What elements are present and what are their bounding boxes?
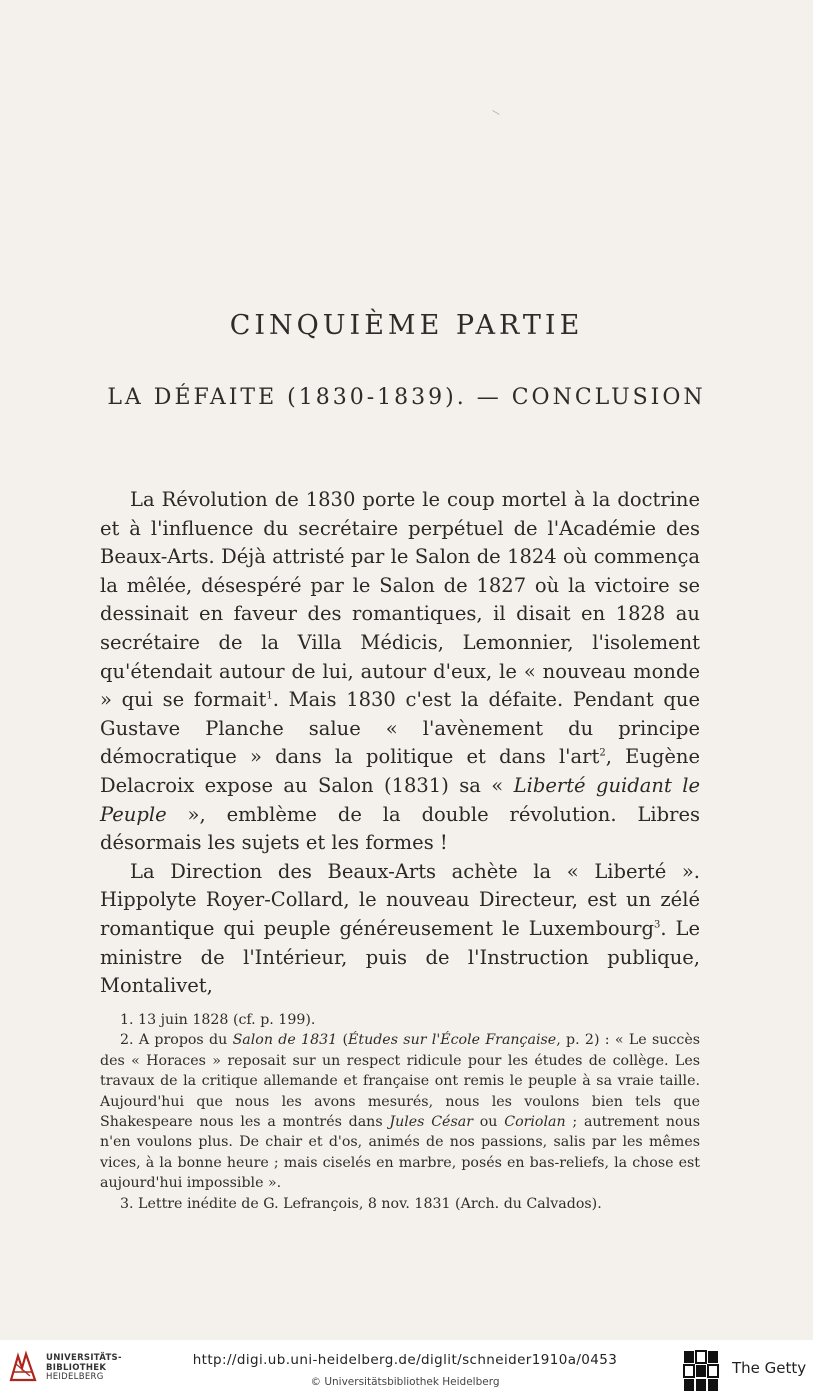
getty-logo-icon[interactable] xyxy=(682,1349,722,1393)
footnote-2-text-e: ; autrement nous n'en voulons plus. De chair et d'os, animés de nos passions, salis par les mêmes vices, à la bonne heure ; mais ciselés en marbre, posés en bas-reliefs, la chose est aujourd'hui impossible ». xyxy=(100,1114,700,1192)
library-seal-icon xyxy=(8,1350,38,1384)
university-library-logo[interactable] xyxy=(8,1348,158,1388)
footer-bar xyxy=(0,1340,813,1397)
footnote-2-text-d: ou xyxy=(472,1114,505,1131)
footnote-2-text-a: 2. A propos du xyxy=(120,1032,233,1049)
library-name-line-2: BIBLIOTHEK xyxy=(46,1362,107,1373)
footnote-3: 3. Lettre inédite de G. Lefrançois, 8 nov. 1831 (Arch. du Calvados). xyxy=(120,1195,602,1212)
paragraph-2-text-b: . Le ministre de l'Intérieur, puis de l'Instruction publique, Montalivet, xyxy=(100,916,701,998)
library-name-line-3: HEIDELBERG xyxy=(46,1372,104,1382)
footnote-2-italic-3: Jules César xyxy=(389,1114,473,1131)
library-name xyxy=(46,1354,122,1383)
footnote-2-text-c: , p. 2) : « Le succès des « Horaces » reposait sur un respect ridicule pour les études de collège. Les travaux de la critique allemande et française ont remis le peuple à sa vraie taille. Aujourd'hui que nous les avons mesurés, nous les voulons bien tels que Shakespeare nous les a montrés dans xyxy=(100,1032,700,1131)
footnote-2-text-b: ( xyxy=(337,1032,349,1049)
footnote-1: 1. 13 juin 1828 (cf. p. 199). xyxy=(120,1012,316,1028)
library-name-line-1: UNIVERSITÄTS- xyxy=(46,1353,122,1363)
getty-name: The Getty xyxy=(732,1359,807,1377)
permalink-url[interactable]: http://digi.ub.uni-heidelberg.de/diglit/schneider1910a/0453 xyxy=(192,1352,618,1368)
stray-mark xyxy=(492,110,499,115)
footnote-ref-3: 3 xyxy=(653,919,661,931)
paragraph-1-text-d: », emblème de la double révolution. Libres désormais les sujets et les formes ! xyxy=(100,802,700,855)
paragraph-2-text-a: La Direction des Beaux-Arts achète la « Liberté ». Hippolyte Royer-Collard, le nouveau Directeur, est un zélé romantique qui peuple généreusement le Luxembourg xyxy=(100,859,700,940)
painting-title: Liberté guidant le Peuple xyxy=(100,773,700,826)
footnote-2-italic-1: Salon de 1831 xyxy=(232,1032,338,1049)
footnote-ref-1: 1 xyxy=(266,690,273,702)
body-text xyxy=(100,486,700,1001)
paragraph-1-text-c: , Eugène Delacroix expose au Salon (1831) sa « xyxy=(100,745,701,797)
footnote-2-italic-2: Études sur l'École Française xyxy=(348,1032,557,1049)
copyright-notice: © Universitätsbibliothek Heidelberg xyxy=(310,1376,500,1388)
paragraph-1-text-a: La Révolution de 1830 porte le coup mortel à la doctrine et à l'influence du secrétaire perpétuel de l'Académie des Beaux-Arts. Déjà attristé par le Salon de 1824 où commença la mêlée, désespéré par le Salon de 1827 où la victoire se dessinait en faveur des romantiques, il disait en 1828 au secrétaire de la Villa Médicis, Lemonnier, l'isolement qu'étendait autour de lui, autour d'eux, le « nouveau monde » qui se formait xyxy=(100,488,700,712)
part-title: CINQUIÈME PARTIE xyxy=(229,310,584,341)
footnotes xyxy=(100,1010,700,1214)
paragraph-1-text-b: . Mais 1830 c'est la défaite. Pendant que Gustave Planche salue « l'avènement du principe démocratique » dans la politique et dans l'art xyxy=(100,688,700,769)
chapter-title: LA DÉFAITE (1830-1839). — CONCLUSION xyxy=(107,385,706,410)
footnote-ref-2: 2 xyxy=(599,747,606,759)
paragraph-2 xyxy=(100,858,700,1001)
paragraph-1 xyxy=(100,486,700,858)
footnote-2-italic-4: Coriolan xyxy=(504,1114,566,1131)
footnote-2 xyxy=(100,1030,700,1193)
